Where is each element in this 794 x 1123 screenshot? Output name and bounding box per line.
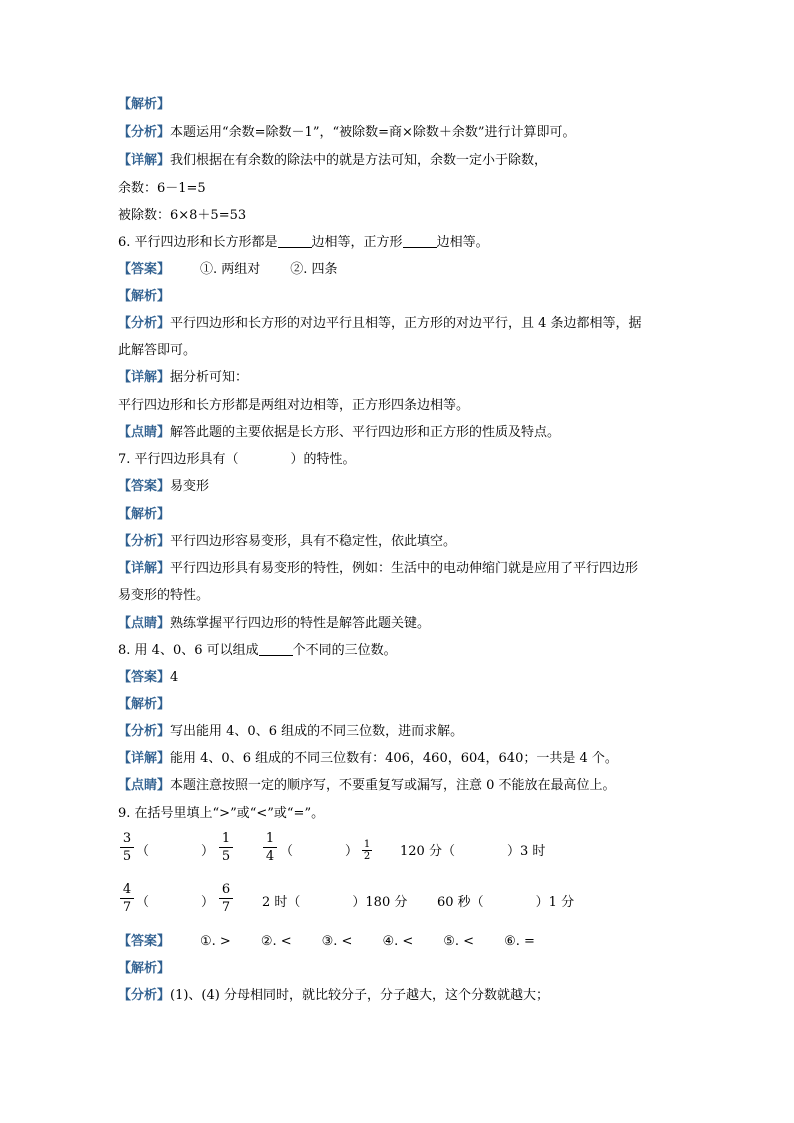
tag-label: 【分析】 bbox=[118, 988, 171, 1003]
fraction bbox=[219, 882, 233, 915]
line-text: 平行四边形容易变形，具有不稳定性，依此填空。 bbox=[170, 534, 457, 549]
tag-label: 【点睛】 bbox=[118, 425, 171, 440]
question-9 bbox=[118, 805, 324, 823]
denominator: 4 bbox=[265, 849, 275, 864]
denominator: 5 bbox=[122, 849, 132, 864]
answer-item: 4 bbox=[170, 670, 179, 685]
detail-line bbox=[118, 369, 248, 387]
answer-item: ③. < bbox=[321, 934, 353, 949]
compare-parens: （ ） bbox=[280, 844, 359, 859]
numerator: 4 bbox=[122, 882, 132, 897]
question-text: 9. 在括号里填上“>”或“<”或“=”。 bbox=[118, 806, 325, 821]
numerator: 6 bbox=[221, 882, 231, 897]
tag-label: 【解析】 bbox=[118, 961, 171, 976]
line-text: 平行四边形具有易变形的特性，例如：生活中的电动伸缩门就是应用了平行四边形 bbox=[170, 561, 639, 576]
line-text: 本题运用“余数=除数－1”，“被除数=商×除数＋余数”进行计算即可。 bbox=[170, 125, 576, 140]
compare-text: 2 时（ ）180 分 bbox=[262, 895, 408, 910]
answer-item: ④. < bbox=[382, 934, 414, 949]
line-text: 解答此题的主要依据是长方形、平行四边形和正方形的性质及特点。 bbox=[170, 425, 561, 440]
answer-line-8 bbox=[118, 669, 178, 687]
analysis-heading bbox=[118, 288, 170, 306]
tag-label: 【解析】 bbox=[118, 289, 171, 304]
tag-label: 【详解】 bbox=[118, 751, 171, 766]
question-text: 7. 平行四边形具有（ ）的特性。 bbox=[118, 452, 356, 467]
numerator: 1 bbox=[363, 839, 371, 850]
denominator: 5 bbox=[221, 849, 231, 864]
line-text: 被除数：6×8＋5=53 bbox=[118, 208, 247, 223]
line-text: 余数：6－1=5 bbox=[118, 181, 206, 196]
tag-label: 【详解】 bbox=[118, 153, 171, 168]
tag-label: 【解析】 bbox=[118, 507, 171, 522]
line-text: 平行四边形和长方形都是两组对边相等，正方形四条边相等。 bbox=[118, 398, 470, 413]
numerator: 1 bbox=[265, 831, 275, 846]
line-text: 熟练掌握平行四边形的特性是解答此题关键。 bbox=[170, 616, 431, 631]
tag-label: 【答案】 bbox=[118, 262, 171, 277]
fraction bbox=[120, 882, 134, 915]
question-text: 8. 用 4、0、6 可以组成 bbox=[118, 643, 259, 658]
analysis-line bbox=[118, 124, 576, 142]
tag-label: 【详解】 bbox=[118, 370, 171, 385]
comment-line bbox=[118, 777, 616, 795]
question-text: 边相等。 bbox=[436, 235, 489, 250]
tag-label: 【答案】 bbox=[118, 479, 171, 494]
tag-label: 【分析】 bbox=[118, 125, 171, 140]
line-text: 我们根据在有余数的除法中的就是方法可知，余数一定小于除数， bbox=[170, 153, 548, 168]
answer-item: ⑥. = bbox=[504, 934, 535, 949]
analysis-heading bbox=[118, 506, 170, 524]
tag-label: 【答案】 bbox=[118, 670, 171, 685]
analysis-heading bbox=[118, 696, 170, 714]
tag-label: 【答案】 bbox=[118, 934, 171, 949]
fraction bbox=[362, 839, 372, 862]
analysis-line bbox=[118, 987, 549, 1005]
detail-continued bbox=[118, 587, 209, 605]
compare-parens: （ ） bbox=[136, 844, 215, 859]
tag-label: 【点睛】 bbox=[118, 778, 171, 793]
answer-blank bbox=[278, 234, 312, 248]
answer-item: ⑤. < bbox=[443, 934, 475, 949]
fraction bbox=[120, 831, 134, 864]
detail-line bbox=[118, 750, 618, 768]
denominator: 2 bbox=[363, 851, 371, 862]
line-text: 写出能用 4、0、6 组成的不同三位数，进而求解。 bbox=[170, 724, 464, 739]
answer-item: ②. < bbox=[260, 934, 292, 949]
detail-continued bbox=[118, 397, 469, 415]
question-8 bbox=[118, 642, 397, 660]
question-6 bbox=[118, 234, 489, 252]
analysis-continued bbox=[118, 342, 196, 360]
tag-label: 【点睛】 bbox=[118, 616, 171, 631]
denominator: 7 bbox=[122, 900, 132, 915]
answer-line-9 bbox=[118, 933, 535, 951]
answer-blank bbox=[403, 234, 437, 248]
question-text: 6. 平行四边形和长方形都是 bbox=[118, 235, 278, 250]
answer-item: ①. 两组对 bbox=[200, 262, 261, 277]
line-text: 易变形的特性。 bbox=[118, 588, 210, 603]
line-text: (1)、(4) 分母相同时，就比较分子，分子越大，这个分数就越大； bbox=[170, 988, 549, 1003]
analysis-line bbox=[118, 533, 456, 551]
question-text: 个不同的三位数。 bbox=[292, 643, 397, 658]
remainder-line bbox=[118, 180, 206, 198]
comment-line bbox=[118, 424, 560, 442]
detail-line bbox=[118, 152, 547, 170]
answer-item: 易变形 bbox=[170, 479, 210, 494]
dividend-line bbox=[118, 207, 246, 225]
tag-label: 【分析】 bbox=[118, 316, 171, 331]
answer-line-6 bbox=[118, 261, 338, 279]
detail-line bbox=[118, 560, 638, 578]
tag-label: 【详解】 bbox=[118, 561, 171, 576]
tag-label: 【解析】 bbox=[118, 97, 171, 112]
fraction bbox=[263, 831, 277, 864]
fraction bbox=[219, 831, 233, 864]
answer-item: ①. > bbox=[200, 934, 231, 949]
analysis-line bbox=[118, 723, 463, 741]
line-text: 据分析可知： bbox=[170, 370, 249, 385]
answer-item: ②. 四条 bbox=[290, 262, 338, 277]
numerator: 3 bbox=[122, 831, 132, 846]
analysis-heading bbox=[118, 96, 170, 114]
analysis-heading bbox=[118, 960, 170, 978]
compare-text: 60 秒（ ）1 分 bbox=[437, 895, 575, 910]
line-text: 此解答即可。 bbox=[118, 343, 197, 358]
comment-line bbox=[118, 615, 430, 633]
compare-text: 120 分（ ）3 时 bbox=[400, 844, 546, 859]
line-text: 本题注意按照一定的顺序写，不要重复写或漏写，注意 0 不能放在最高位上。 bbox=[170, 778, 616, 793]
answer-line-7 bbox=[118, 478, 209, 496]
tag-label: 【分析】 bbox=[118, 724, 171, 739]
analysis-line bbox=[118, 315, 642, 333]
answer-blank bbox=[259, 642, 293, 656]
question-7 bbox=[118, 451, 356, 469]
denominator: 7 bbox=[221, 900, 231, 915]
line-text: 平行四边形和长方形的对边平行且相等，正方形的对边平行，且 4 条边都相等，据 bbox=[170, 316, 642, 331]
tag-label: 【解析】 bbox=[118, 697, 171, 712]
tag-label: 【分析】 bbox=[118, 534, 171, 549]
numerator: 1 bbox=[221, 831, 231, 846]
question-text: 边相等，正方形 bbox=[311, 235, 403, 250]
compare-parens: （ ） bbox=[136, 895, 215, 910]
line-text: 能用 4、0、6 组成的不同三位数有：406，460，604，640；一共是 4 个。 bbox=[170, 751, 618, 766]
